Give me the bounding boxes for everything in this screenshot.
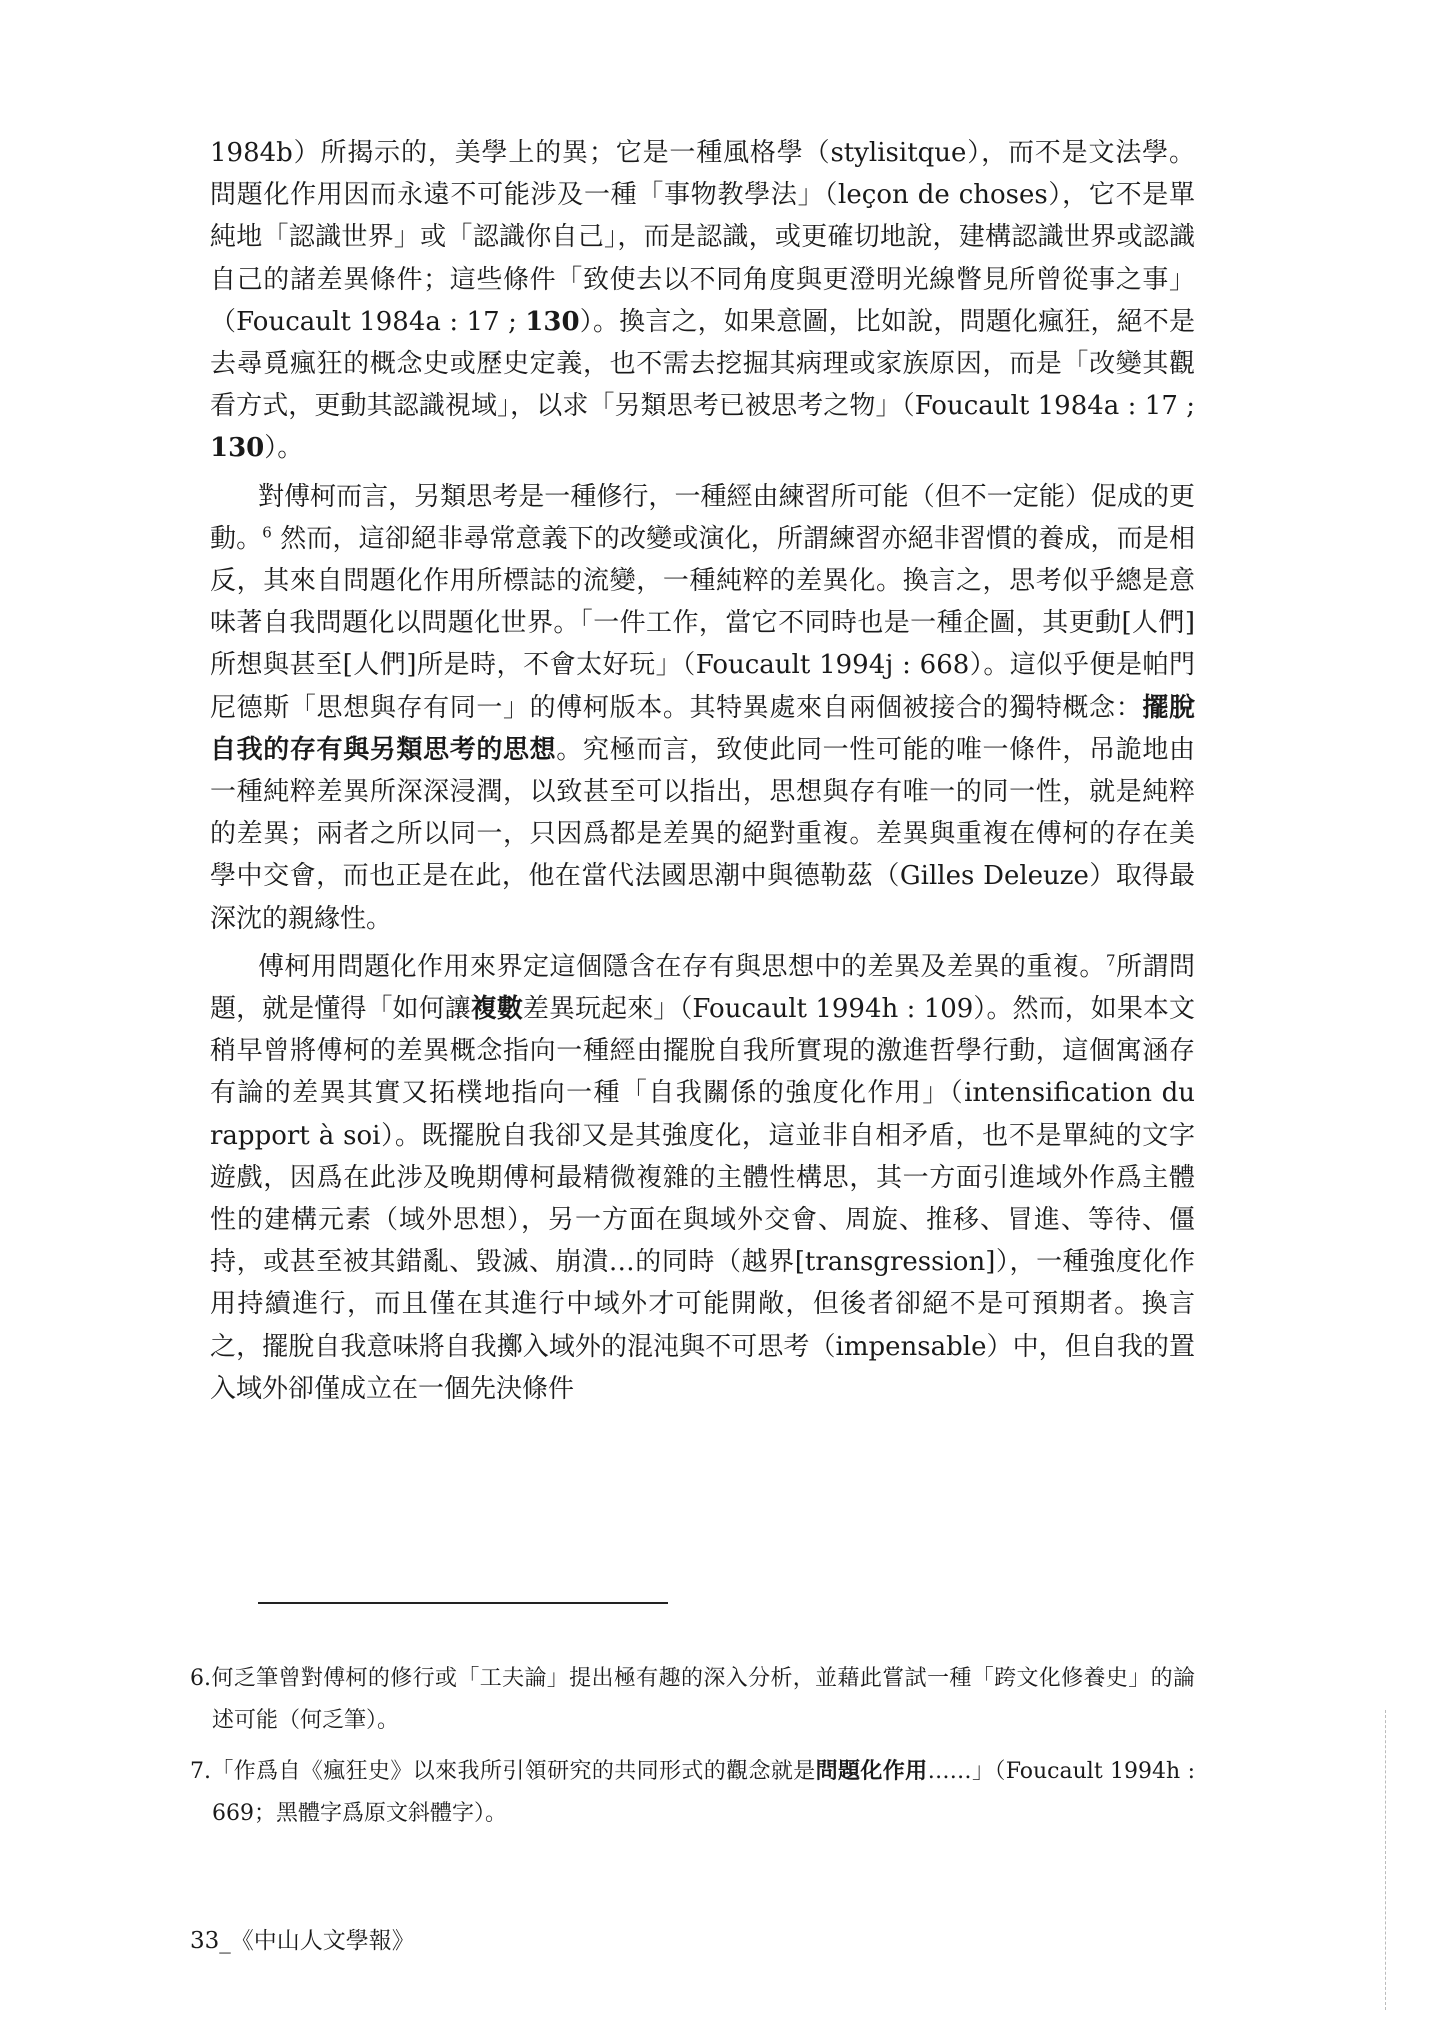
text-run: 對傅柯而言，另類思考是一種修行，一種經由練習所可能（但不一定能）促成的更動。 xyxy=(210,481,1195,554)
page-footer: 33_《中山人文學報》 xyxy=(190,1928,415,1954)
text-run: 然而，這卻絕非尋常意義下的改變或演化，所謂練習亦絕非習慣的養成，而是相反，其來自問題化作用所標誌的流變，一種純粹的差異化。換言之，思考似乎總是意味著自我問題化以問題化世界。「一件工作，當它不同時也是一種企圖，其更動[人們]所想與甚至[人們]所是時，不會太好玩」（Foucault 1994j : 668）。這似乎便是帕門尼德斯「思想與存有同一」的傅柯版本。其特異處來自兩個被接合的獨特概念： xyxy=(210,523,1195,723)
bold-text: 複數 xyxy=(470,994,523,1025)
footnotes xyxy=(190,1658,1195,1843)
text-run: 差異玩起來」（Foucault 1994h : 109）。然而，如果本文稍早曾將傅柯的差異概念指向一種經由擺脫自我所實現的激進哲學行動，這個寓涵存有論的差異其實又拓樸地指向一種「自我關係的強度化作用」（intensification du rapport à soi）。既擺脫自我卻又是其強度化，這並非自相矛盾，也不是單純的文字遊戲，因爲在此涉及晚期傅柯最精微複雜的主體性構思，其一方面引進域外作爲主體性的建構元素（域外思想），另一方面在與域外交會、周旋、推移、冒進、等待、僵持，或甚至被其錯亂、毀滅、崩潰…的同時（越界[transgression]），一種強度化作用持續進行，而且僅在其進行中域外才可能開敞，但後者卻絕不是可預期者。換言之，擺脫自我意味將自我擲入域外的混沌與不可思考（impensable）中，但自我的置入域外卻僅成立在一個先決條件 xyxy=(210,994,1195,1404)
text-run: ）。 xyxy=(264,433,304,464)
body-text xyxy=(210,132,1195,1416)
bold-text: 擺脫自我的存有與另類思考的思想 xyxy=(210,692,1195,765)
text-run: 所謂問題，就是懂得「如何讓 xyxy=(210,951,1195,1025)
footnote xyxy=(190,1658,1195,1742)
text-run: 1984b）所揭示的，美學上的異；它是一種風格學（stylisitque），而不是文法學。問題化作用因而永遠不可能涉及一種「事物教學法」（leçon de choses），它不是單純地「認識世界」或「認識你自己」，而是認識，或更確切地說，建構認識世界或認識自己的諸差異條件；這些條件「致使去以不同角度與更澄明光線瞥見所曾從事之事」（Foucault 1984a : 17 ; xyxy=(210,138,1195,337)
paragraph xyxy=(210,476,1195,940)
paragraph xyxy=(210,946,1195,1410)
text-run: 7.「作爲自《瘋狂史》以來我所引領研究的共同形式的觀念就是 xyxy=(190,1759,816,1784)
text-run: 6.何乏筆曾對傅柯的修行或「工夫論」提出極有趣的深入分析，並藉此嘗試一種「跨文化修養史」的論述可能（何乏筆）。 xyxy=(190,1666,1195,1733)
bold-text: 130 xyxy=(525,306,580,337)
text-run: ……」（Foucault 1994h : 669；黑體字爲原文斜體字）。 xyxy=(212,1759,1195,1826)
scan-edge-mark xyxy=(1385,1710,1386,2010)
footnote xyxy=(190,1750,1195,1835)
footnote-reference: 7 xyxy=(1105,951,1116,970)
footnote-reference: 6 xyxy=(262,523,272,542)
text-run: 。究極而言，致使此同一性可能的唯一條件，吊詭地由一種純粹差異所深深浸潤，以致甚至可以指出，思想與存有唯一的同一性，就是純粹的差異；兩者之所以同一，只因爲都是差異的絕對重複。差異與重複在傅柯的存在美學中交會，而也正是在此，他在當代法國思潮中與德勒茲（Gilles Deleuze）取得最深沈的親緣性。 xyxy=(210,734,1195,934)
text-run: 傅柯用問題化作用來界定這個隱含在存有與思想中的差異及差異的重複。 xyxy=(258,951,1106,982)
bold-text: 130 xyxy=(210,433,265,464)
bold-text: 問題化作用 xyxy=(815,1758,928,1784)
footnote-divider xyxy=(258,1602,668,1604)
paragraph xyxy=(210,132,1195,470)
text-run: ）。換言之，如果意圖，比如說，問題化瘋狂，絕不是去尋覓瘋狂的概念史或歷史定義，也不需去挖掘其病理或家族原因，而是「改變其觀看方式，更動其認識視域」，以求「另類思考已被思考之物」（Foucault 1984a : 17 ; xyxy=(210,306,1195,422)
